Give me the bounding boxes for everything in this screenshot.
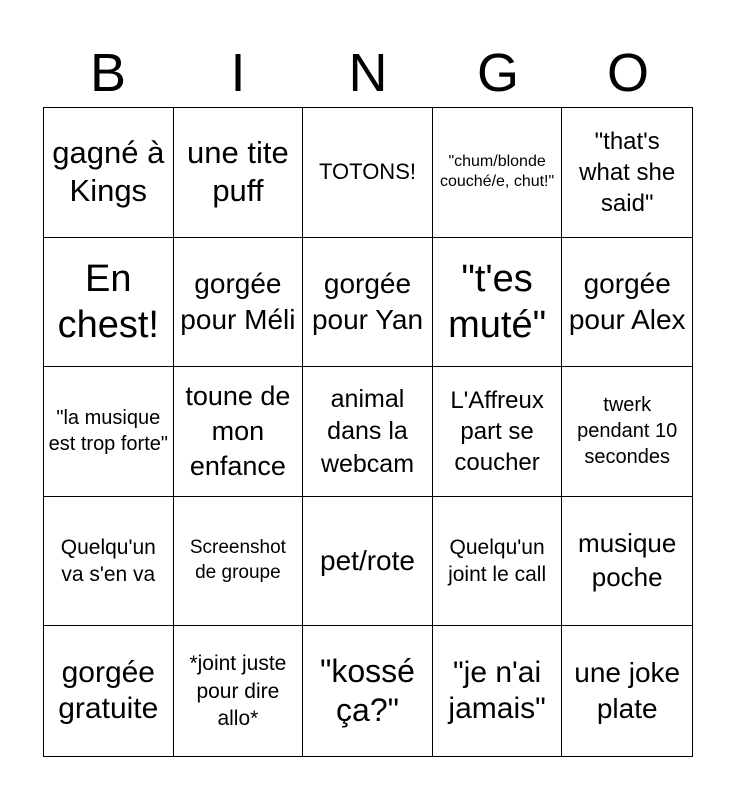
cell-label: "chum/blonde couché/e, chut!" [439,152,555,191]
cell-label: "that's what she said" [579,127,676,217]
bingo-cell-r1-c3[interactable] [303,108,433,238]
bingo-cell-r3-c3[interactable] [303,367,433,497]
cell-label: "la musique est trop forte" [48,407,168,456]
cell-label: *joint juste pour dire allo* [189,652,287,730]
cell-label: animal dans la webcam [320,384,415,478]
bingo-cell-r3-c1[interactable] [44,367,174,497]
cell-label: une tite puff [187,135,289,209]
bingo-cell-r5-c1[interactable] [44,626,174,756]
header-letter-b: B [89,43,127,103]
bingo-cell-r4-c1[interactable] [44,497,174,627]
cell-label: gorgée pour Yan [311,267,424,335]
bingo-cell-r1-c5[interactable] [562,108,692,238]
bingo-cell-r1-c2[interactable] [174,108,304,238]
bingo-cell-r4-c3[interactable] [303,497,433,627]
cell-label: Screenshot de groupe [189,537,286,584]
bingo-cell-r1-c1[interactable] [44,108,174,238]
bingo-cell-r4-c2[interactable] [174,497,304,627]
cell-label: En chest! [57,257,159,346]
cell-label: pet/rote [320,544,415,576]
bingo-cell-r4-c4[interactable] [433,497,563,627]
header-letter-i: I [230,43,246,103]
cell-label: "kossé ça?" [320,653,415,729]
cell-label: gorgée pour Alex [568,267,686,335]
bingo-cell-r2-c2[interactable] [174,238,304,368]
cell-label: twerk pendant 10 secondes [577,394,678,469]
bingo-cell-r2-c4[interactable] [433,238,563,368]
header-letter-n: N [348,43,388,103]
bingo-cell-r5-c5[interactable] [562,626,692,756]
cell-label: gorgée gratuite [58,655,159,726]
cell-label: "je n'ai jamais" [448,655,546,726]
cell-label: une joke plate [574,656,681,725]
bingo-board [43,107,693,757]
cell-label: gagné à Kings [52,135,165,209]
bingo-header [43,40,693,106]
bingo-cell-r1-c4[interactable] [433,108,563,238]
cell-label: Quelqu'un va s'en va [60,535,156,587]
bingo-cell-r5-c4[interactable] [433,626,563,756]
cell-label: L'Affreux part se coucher [450,386,544,477]
bingo-cell-r3-c5[interactable] [562,367,692,497]
bingo-cell-r2-c3[interactable] [303,238,433,368]
cell-label: "t'es muté" [448,257,547,346]
bingo-cell-r4-c5[interactable] [562,497,692,627]
cell-label: musique poche [578,528,677,593]
cell-label: toune de mon enfance [185,380,291,482]
header-letter-g: G [476,43,519,103]
bingo-cell-r2-c1[interactable] [44,238,174,368]
bingo-cell-r5-c2[interactable] [174,626,304,756]
bingo-cell-r3-c4[interactable] [433,367,563,497]
cell-label: TOTONS! [319,159,416,184]
cell-label: gorgée pour Méli [180,267,296,335]
bingo-cell-r5-c3[interactable] [303,626,433,756]
cell-label: Quelqu'un joint le call [448,535,547,587]
header-letter-o: O [606,43,649,103]
bingo-cell-r3-c2[interactable] [174,367,304,497]
bingo-cell-r2-c5[interactable] [562,238,692,368]
